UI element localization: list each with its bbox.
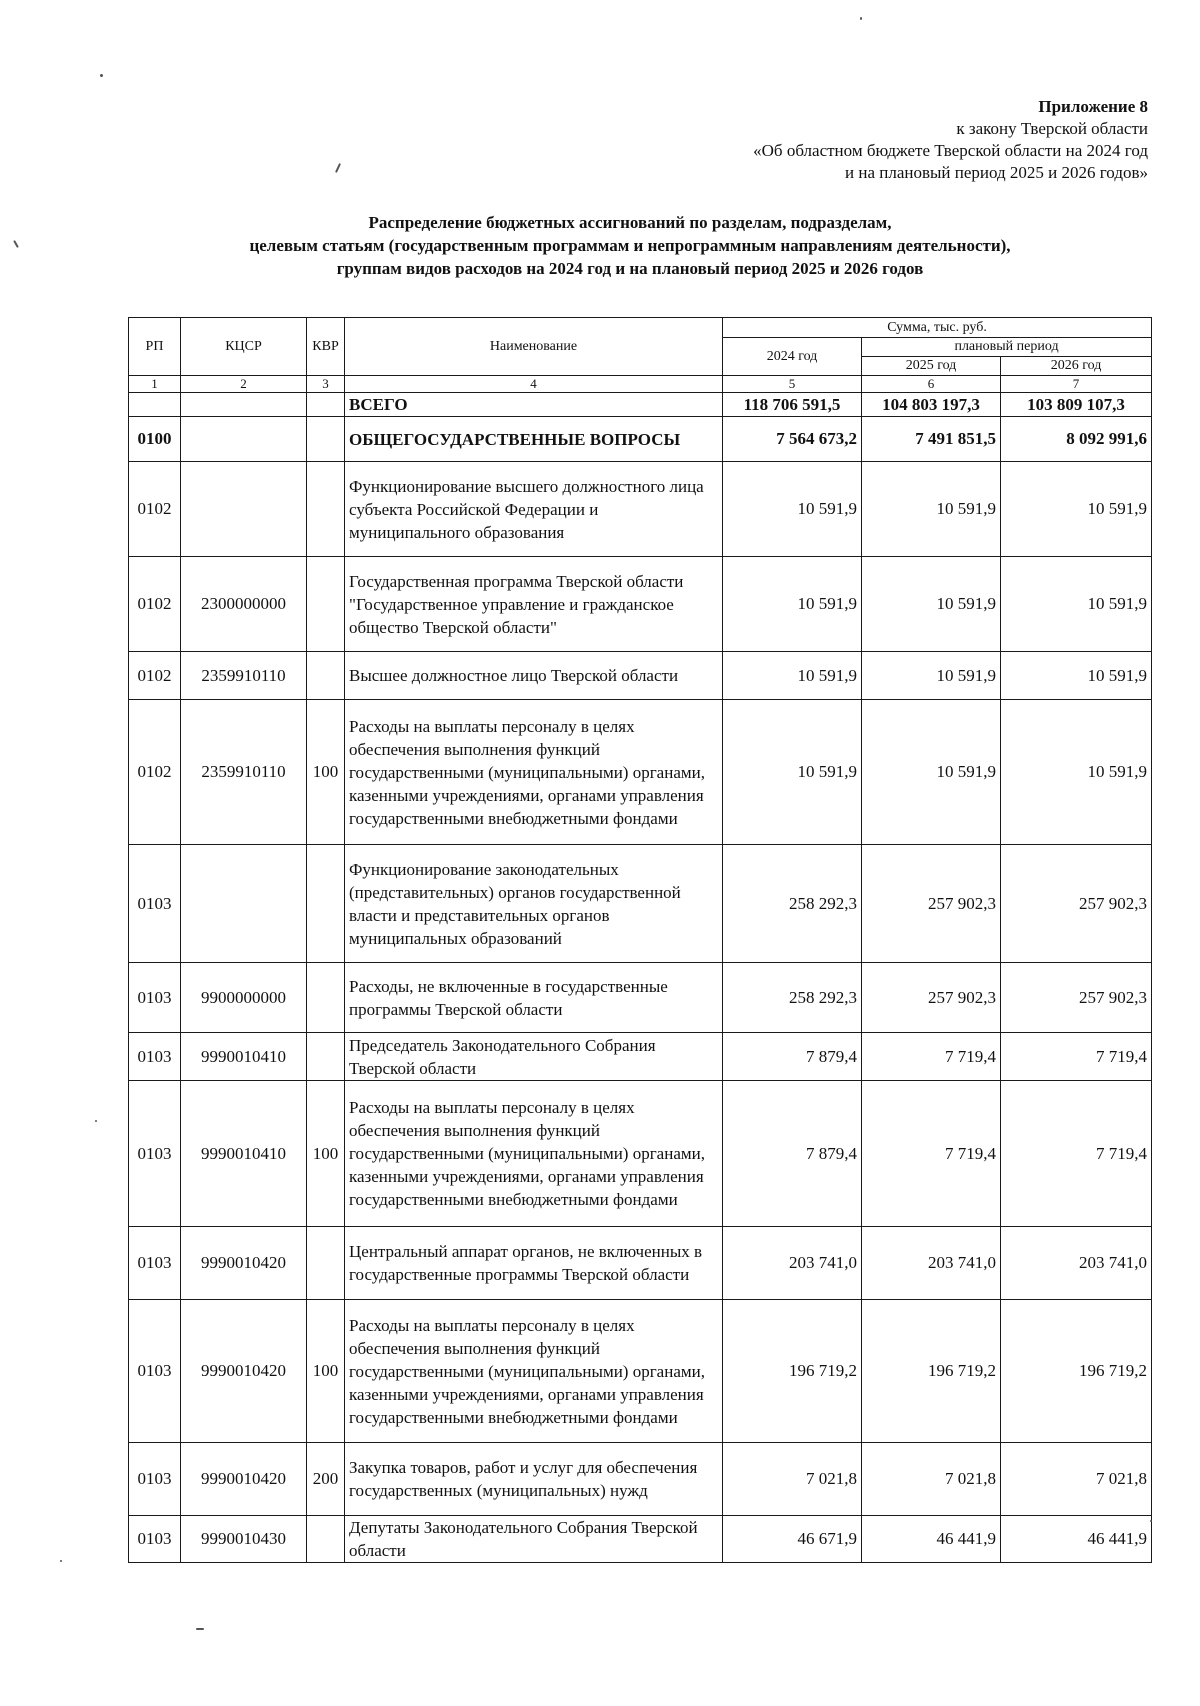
table-cell-2026: 10 591,9 [1001,700,1152,845]
header-name: Наименование [345,318,723,376]
table-cell-kvr [307,393,345,417]
table-cell-2025: 10 591,9 [862,700,1001,845]
appendix-line-3: и на плановый период 2025 и 2026 годов» [845,163,1148,182]
document-title-line-2: целевым статьям (государственным программам и непрограммным направлениям деятельности), [249,236,1011,255]
table-cell-rp: 0103 [129,845,181,963]
table-cell-2025: 196 719,2 [862,1300,1001,1443]
table-cell-2024: 7 879,4 [723,1033,862,1081]
table-cell-2026: 203 741,0 [1001,1227,1152,1300]
table-row [129,1443,1152,1516]
table-cell-kcsr: 2359910110 [181,700,307,845]
table-row [129,1300,1152,1443]
table-cell-2024: 203 741,0 [723,1227,862,1300]
table-cell-2025: 7 719,4 [862,1081,1001,1227]
appendix-header [753,96,1148,184]
table-cell-2026: 7 021,8 [1001,1443,1152,1516]
table-cell-rp: 0103 [129,1227,181,1300]
table-row [129,1227,1152,1300]
column-number: 2 [181,376,307,393]
column-number: 1 [129,376,181,393]
table-cell-name: Закупка товаров, работ и услуг для обеспечения государственных (муниципальных) нужд [345,1443,723,1516]
table-cell-name: Расходы на выплаты персоналу в целях обеспечения выполнения функций государственными (муниципальными) органами, казенными учреждениями, органами управления государственными внебюджетными фондами [345,1300,723,1443]
table-cell-rp: 0102 [129,652,181,700]
total-2024: 118 706 591,5 [723,393,862,417]
table-cell-2025: 7 021,8 [862,1443,1001,1516]
table-cell-kcsr [181,393,307,417]
table-cell-kcsr: 9990010410 [181,1033,307,1081]
scan-speck [1150,1520,1152,1522]
table-cell-name: Расходы, не включенные в государственные программы Тверской области [345,963,723,1033]
table-cell-2025: 257 902,3 [862,845,1001,963]
table-row [129,1081,1152,1227]
table-cell-kvr [307,652,345,700]
header-sum: Сумма, тыс. руб. [723,318,1152,338]
scan-speck [196,1628,204,1630]
table-cell-kcsr: 9990010420 [181,1300,307,1443]
table-cell-2024: 7 021,8 [723,1443,862,1516]
table-cell-2025: 7 719,4 [862,1033,1001,1081]
table-cell-kcsr [181,417,307,462]
table-cell-rp: 0100 [129,417,181,462]
table-cell-kvr: 100 [307,700,345,845]
table-cell-kcsr [181,845,307,963]
budget-table [128,317,1152,1563]
table-cell-name: Государственная программа Тверской области "Государственное управление и гражданское общество Тверской области" [345,557,723,652]
column-number: 6 [862,376,1001,393]
column-number-row [129,376,1152,393]
table-cell-kcsr [181,462,307,557]
table-cell-name: Председатель Законодательного Собрания Тверской области [345,1033,723,1081]
column-number: 4 [345,376,723,393]
table-cell-2026: 257 902,3 [1001,963,1152,1033]
total-label: ВСЕГО [345,393,723,417]
table-cell-rp: 0102 [129,700,181,845]
scan-speck [100,74,103,77]
table-cell-kvr [307,845,345,963]
header-planned-period: плановый период [862,338,1152,357]
table-cell-2025: 10 591,9 [862,462,1001,557]
header-kcsr: КЦСР [181,318,307,376]
total-2026: 103 809 107,3 [1001,393,1152,417]
table-cell-rp: 0102 [129,462,181,557]
appendix-line-1: к закону Тверской области [956,119,1148,138]
table-cell-2026: 257 902,3 [1001,845,1152,963]
document-title [180,211,1080,280]
table-cell-kvr [307,1033,345,1081]
table-row [129,700,1152,845]
table-cell-kvr [307,417,345,462]
table-cell-2024: 46 671,9 [723,1516,862,1563]
table-row [129,417,1152,462]
table-cell-2025: 46 441,9 [862,1516,1001,1563]
table-cell-rp: 0103 [129,1443,181,1516]
table-cell-kcsr: 9990010420 [181,1443,307,1516]
table-cell-kvr [307,1227,345,1300]
table-cell-kcsr: 9990010420 [181,1227,307,1300]
table-cell-kvr [307,1516,345,1563]
table-row [129,557,1152,652]
table-cell-kcsr: 9900000000 [181,963,307,1033]
table-cell-2024: 7 879,4 [723,1081,862,1227]
scan-speck [335,163,341,173]
column-number: 7 [1001,376,1152,393]
document-title-line-3: группам видов расходов на 2024 год и на плановый период 2025 и 2026 годов [336,259,924,278]
table-cell-rp: 0103 [129,963,181,1033]
table-cell-2024: 196 719,2 [723,1300,862,1443]
table-cell-rp: 0103 [129,1516,181,1563]
header-2025: 2025 год [862,357,1001,376]
document-title-line-1: Распределение бюджетных ассигнований по разделам, подразделам, [368,213,892,232]
table-cell-2026: 7 719,4 [1001,1081,1152,1227]
scan-speck [13,240,19,248]
table-row [129,1516,1152,1563]
table-cell-2025: 10 591,9 [862,652,1001,700]
scan-speck [60,1560,62,1562]
table-cell-rp: 0103 [129,1033,181,1081]
table-row [129,652,1152,700]
table-cell-rp: 0102 [129,557,181,652]
table-cell-name: Расходы на выплаты персоналу в целях обеспечения выполнения функций государственными (муниципальными) органами, казенными учреждениями, органами управления государственными внебюджетными фондами [345,1081,723,1227]
header-2026: 2026 год [1001,357,1152,376]
table-cell-kvr: 200 [307,1443,345,1516]
column-number: 5 [723,376,862,393]
table-cell-2026: 10 591,9 [1001,462,1152,557]
table-cell-2025: 7 491 851,5 [862,417,1001,462]
appendix-line-2: «Об областном бюджете Тверской области на 2024 год [753,141,1148,160]
header-rp: РП [129,318,181,376]
appendix-title: Приложение 8 [1038,97,1148,116]
table-cell-kvr: 100 [307,1300,345,1443]
table-row [129,963,1152,1033]
table-cell-name: Высшее должностное лицо Тверской области [345,652,723,700]
table-cell-2024: 10 591,9 [723,700,862,845]
table-cell-2024: 10 591,9 [723,652,862,700]
table-cell-2026: 8 092 991,6 [1001,417,1152,462]
table-cell-name: Расходы на выплаты персоналу в целях обеспечения выполнения функций государственными (муниципальными) органами, казенными учреждениями, органами управления государственными внебюджетными фондами [345,700,723,845]
table-cell-kcsr: 2300000000 [181,557,307,652]
table-cell-kcsr: 9990010410 [181,1081,307,1227]
table-cell-2026: 46 441,9 [1001,1516,1152,1563]
header-2024: 2024 год [723,338,862,376]
column-number: 3 [307,376,345,393]
table-cell-2024: 10 591,9 [723,462,862,557]
table-cell-2025: 10 591,9 [862,557,1001,652]
table-cell-name: ОБЩЕГОСУДАРСТВЕННЫЕ ВОПРОСЫ [345,417,723,462]
table-cell-2024: 258 292,3 [723,845,862,963]
header-kvr: КВР [307,318,345,376]
table-cell-2026: 196 719,2 [1001,1300,1152,1443]
table-cell-2024: 10 591,9 [723,557,862,652]
table-cell-name: Центральный аппарат органов, не включенных в государственные программы Тверской области [345,1227,723,1300]
table-cell-2025: 203 741,0 [862,1227,1001,1300]
table-row [129,845,1152,963]
table-cell-rp [129,393,181,417]
total-2025: 104 803 197,3 [862,393,1001,417]
table-cell-kvr [307,963,345,1033]
scan-speck [860,17,862,20]
total-row [129,393,1152,417]
table-cell-kvr: 100 [307,1081,345,1227]
table-cell-2025: 257 902,3 [862,963,1001,1033]
table-cell-rp: 0103 [129,1300,181,1443]
table-cell-2026: 10 591,9 [1001,652,1152,700]
table-cell-kcsr: 9990010430 [181,1516,307,1563]
table-cell-kvr [307,462,345,557]
scan-speck [95,1120,97,1122]
table-cell-name: Функционирование высшего должностного лица субъекта Российской Федерации и муниципального образования [345,462,723,557]
table-row [129,1033,1152,1081]
table-cell-2024: 258 292,3 [723,963,862,1033]
table-cell-name: Функционирование законодательных (представительных) органов государственной власти и представительных органов муниципальных образований [345,845,723,963]
table-cell-2024: 7 564 673,2 [723,417,862,462]
table-cell-2026: 10 591,9 [1001,557,1152,652]
table-cell-kcsr: 2359910110 [181,652,307,700]
table-cell-rp: 0103 [129,1081,181,1227]
table-cell-2026: 7 719,4 [1001,1033,1152,1081]
table-row [129,462,1152,557]
table-cell-kvr [307,557,345,652]
table-cell-name: Депутаты Законодательного Собрания Тверской области [345,1516,723,1563]
